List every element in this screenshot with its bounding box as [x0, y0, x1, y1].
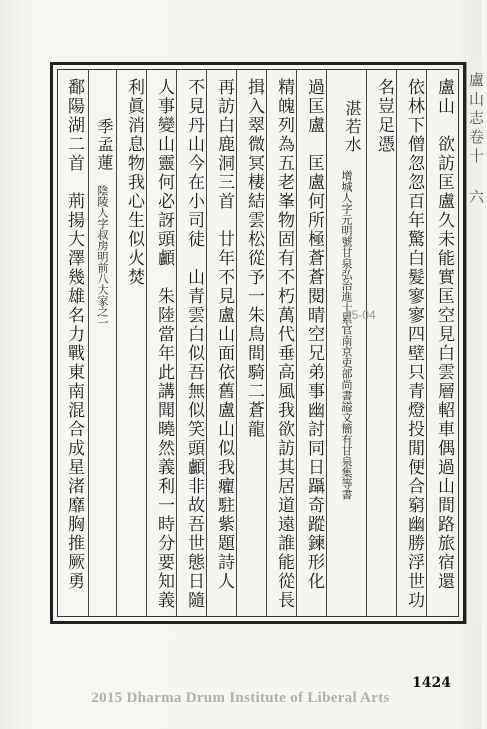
text-column-8: 再訪白鹿洞三首 廿年不見盧山面依舊盧山似我癯駐紫題詩人	[214, 78, 234, 591]
column-rule	[396, 69, 397, 617]
column-rule	[116, 69, 117, 617]
column-rule	[366, 69, 367, 617]
column-rule	[176, 69, 177, 617]
column-rule	[326, 69, 327, 617]
edge-glyphs: 盧山志卷十 六	[467, 72, 485, 208]
column-rule	[236, 69, 237, 617]
author-note-ji-menglian: 陰陵人字叔房明前八大家之一	[96, 185, 109, 328]
inline-watermark: 25-04	[345, 308, 376, 322]
text-column-1: 盧山 欲訪匡盧久未能實匡空見白雲層軺車偶過山間路旅宿還	[434, 78, 454, 591]
author-title-ji-menglian: 季孟蓮	[95, 118, 114, 172]
page-number: 1424	[412, 675, 451, 691]
text-column-13: 鄱陽湖二首 荊揚大澤幾雄名力戰東南混合成星渚靡胸推厥勇	[64, 78, 84, 591]
footer-watermark: 2015 Dharma Drum Institute of Liberal Arts	[91, 690, 390, 706]
author-note-zhan-ruoshui: 增城人字元明號甘泉弘治進士累官南京吏部尚書謚文簡有甘泉集等書	[340, 170, 353, 500]
author-title-zhan-ruoshui: 湛若水	[343, 100, 362, 154]
text-column-3: 名豈足憑	[374, 78, 394, 154]
column-rule	[266, 69, 267, 617]
text-column-10: 人事變山靈何必訝頭顱 朱陸當年此講聞曉然義利一時分要知義	[154, 78, 174, 610]
text-column-5: 過匡盧 匡盧何所極蒼蒼閱晴空兄弟事幽討同日躡奇蹤鍊形化	[304, 78, 324, 591]
column-rule	[296, 69, 297, 617]
text-column-9: 不見丹山今在小司徒 山青雲白似吾無似笑頭顱非故吾世態日隨	[184, 78, 204, 610]
column-rule	[146, 69, 147, 617]
column-rule	[88, 69, 89, 617]
column-rule	[206, 69, 207, 617]
column-rule	[426, 69, 427, 617]
text-column-11: 利眞消息物我心生似火焚	[124, 78, 144, 287]
text-column-6: 精魄列為五老峯物固有不朽萬代垂高風我欲訪其居道遠誰能從長	[274, 78, 294, 610]
text-column-2: 依林下僧忽忽百年驚白髮寥寥四壁只青燈投閒便合窮幽勝浮世功	[404, 78, 424, 610]
text-column-7: 揖入翠微冥棲結雲松從予一朱鳥間騎二蒼龍	[244, 78, 264, 439]
